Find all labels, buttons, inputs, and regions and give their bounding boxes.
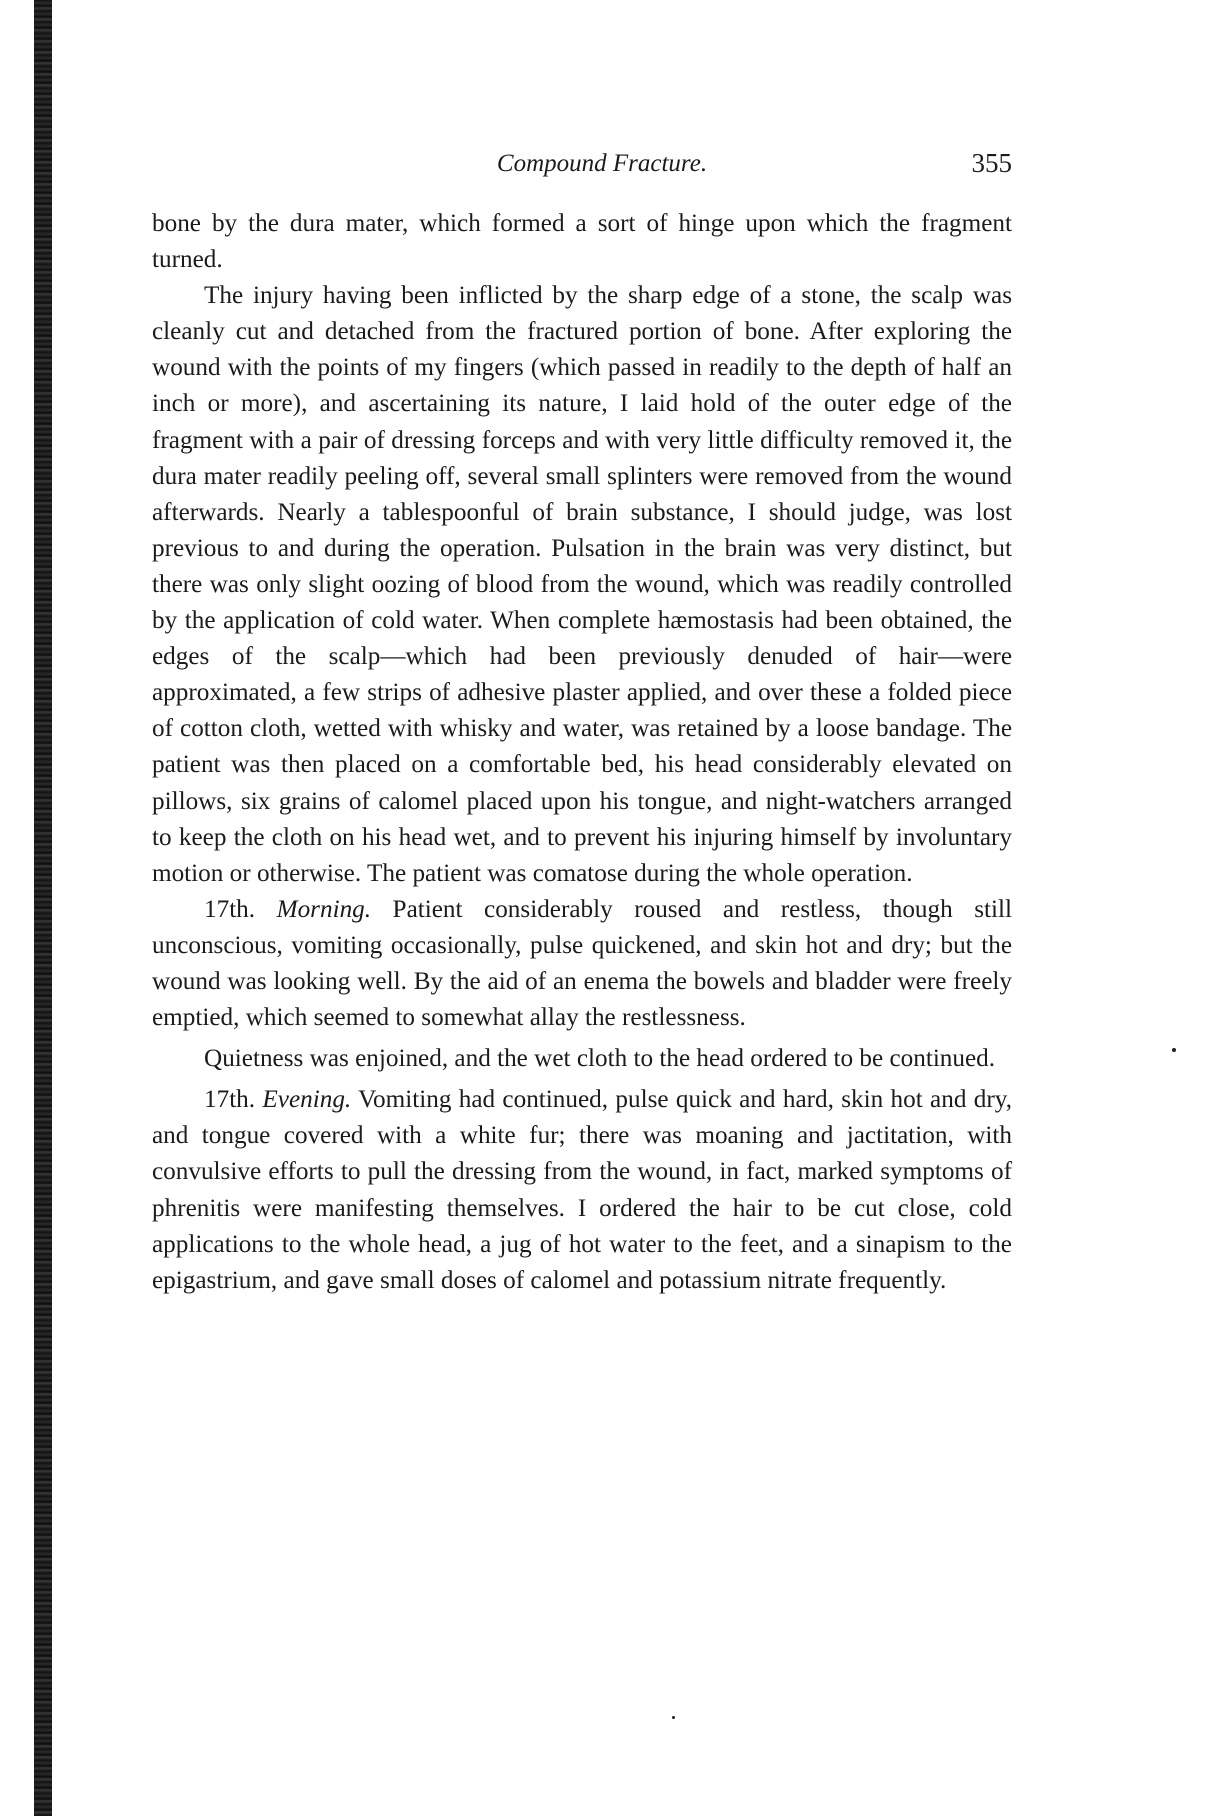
italic-heading-text: Morning. — [276, 895, 372, 923]
paragraph-text: Quietness was enjoined, and the wet cloth to the head ordered to be continued. — [204, 1045, 996, 1073]
print-speck — [1172, 1048, 1176, 1052]
paragraph-text: Vomiting had continued, pulse quick and hard, skin hot and dry, and tongue covered with a white fur; there was moaning and jactitation, with convulsive efforts to pull the dressing from the wound, in fact, marked symptoms of phrenitis were manifesting themselves. I ordered the hair to be cut close, cold applications to the whole head, a jug of hot water to the feet, and a sinapism to the epigastrium, and gave small doses of calomel and potassium nitrate frequently. — [152, 1086, 1012, 1294]
paragraph — [152, 206, 1012, 278]
running-title: Compound Fracture. — [496, 150, 708, 177]
italic-heading-text: Evening. — [262, 1086, 352, 1114]
body-text — [152, 206, 1012, 1299]
paragraph-text: The injury having been inflicted by the sharp edge of a stone, the scalp was cleanly cut and detached from the fractured portion of bone. After exploring the wound with the points of my fingers (which passed in readily to the depth of half an inch or more), and ascertaining its nature, I laid hold of the outer edge of the fragment with a pair of dressing forceps and with very little difficulty removed it, the dura mater readily peeling off, several small splinters were removed from the wound afterwards. Nearly a tablespoonful of brain substance, I should judge, was lost previous to and during the operation. Pulsation in the brain was very distinct, but there was only slight oozing of blood from the wound, which was readily controlled by the application of cold water. When complete hæmostasis had been obtained, the edges of the scalp—which had been previously denuded of hair—were approximated, a few strips of adhesive plaster applied, and over these a folded piece of cotton cloth, wetted with whisky and water, was retained by a loose bandage. The patient was then placed on a comfortable bed, his head considerably elevated on pillows, six grains of calomel placed upon his tongue, and night-watchers arranged to keep the cloth on his head wet, and to prevent his injuring himself by involuntary motion or otherwise. The patient was comatose during the whole operation. — [152, 282, 1012, 887]
paragraph — [152, 278, 1012, 892]
page-number: 355 — [971, 148, 1012, 178]
paragraph — [152, 892, 1012, 1036]
paragraph — [152, 1041, 1012, 1077]
paragraph-text: Patient considerably roused and restless, though still unconscious, vomiting occasionally, pulse quickened, and skin hot and dry; but the wound was looking well. By the aid of an enema the bowels and bladder were freely emptied, which seemed to somewhat allay the restlessness. — [152, 895, 1012, 1032]
paragraph-text: 17th. — [204, 1086, 263, 1114]
book-binding-edge — [34, 0, 52, 1816]
paragraph — [152, 1082, 1012, 1299]
print-speck — [672, 1716, 675, 1719]
paragraph-text: bone by the dura mater, which formed a sort of hinge upon which the fragment turned. — [152, 210, 1012, 274]
paragraph-text: 17th. — [204, 895, 277, 923]
running-head — [152, 146, 1012, 186]
